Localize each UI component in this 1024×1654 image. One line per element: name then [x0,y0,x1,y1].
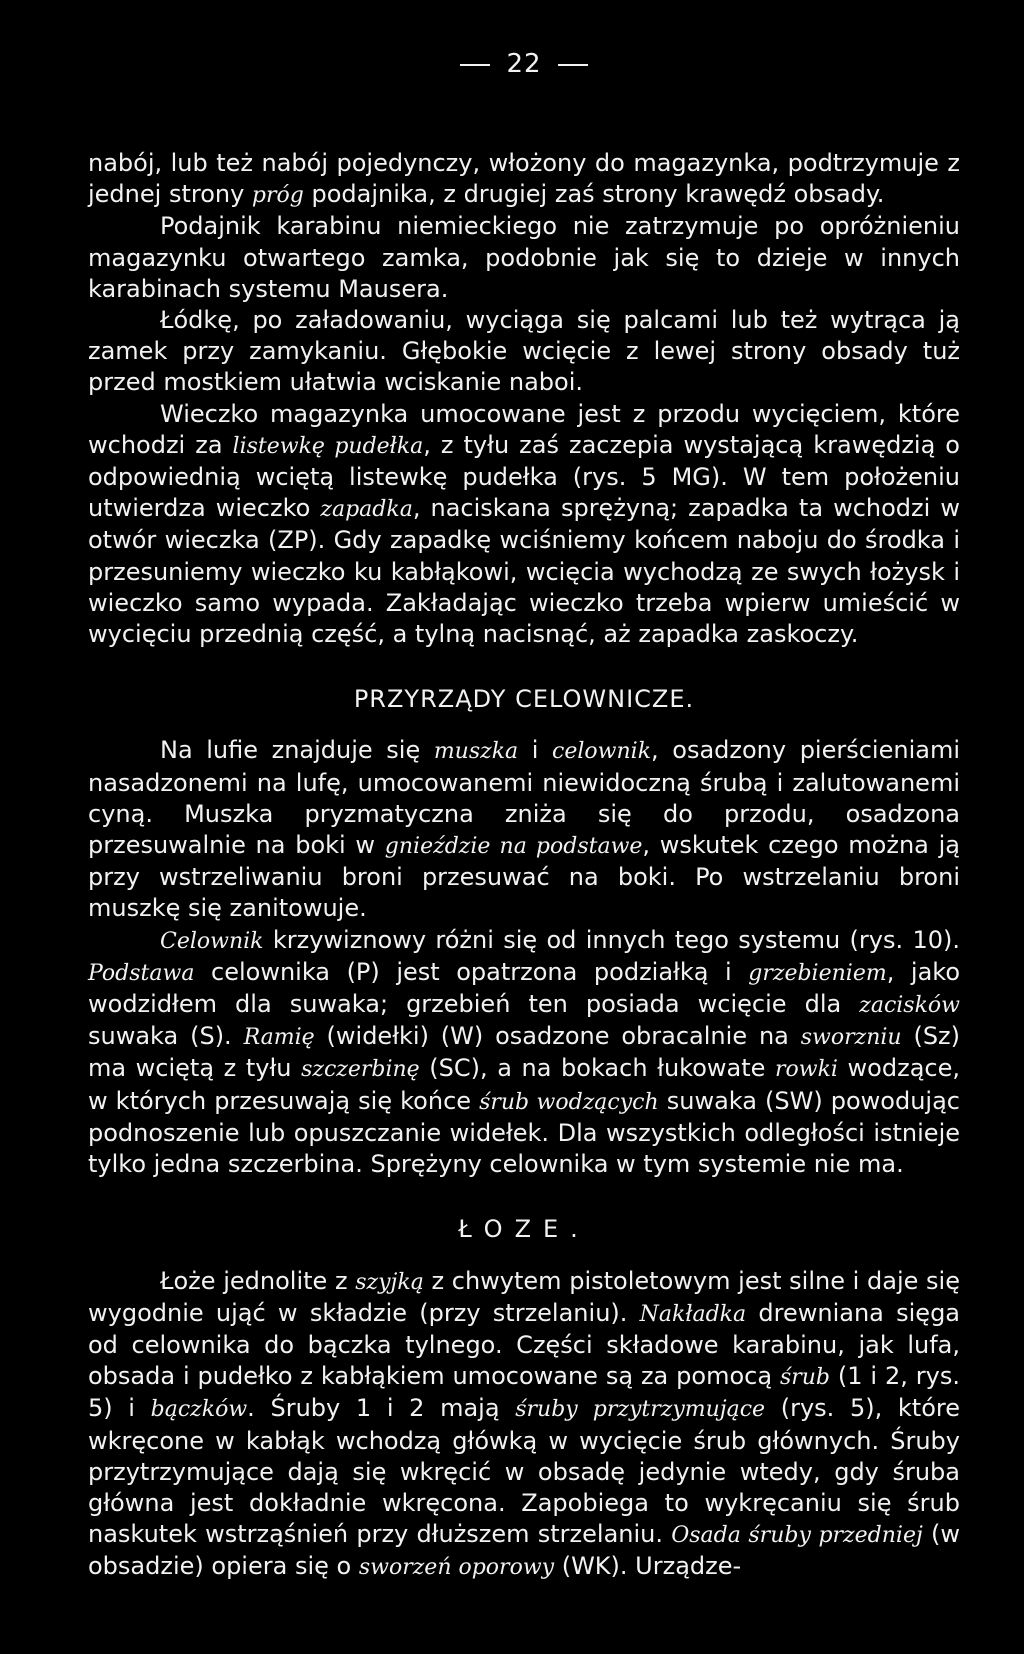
text-run: , wskutek czego można ją przy wstrzeliwaniu broni przesuwać na boki. Po wstrzelaniu broni muszkę się zanitowuje. [88,831,960,923]
italic-term: śrub wodzących [479,1089,659,1115]
text-run: wodzące, w których przesuwają się końce [88,1054,960,1115]
section-sights [88,735,960,1180]
italic-term: Ramię [243,1025,315,1051]
page-number-dash-left [460,64,490,66]
text-run: (widełki) (W) osadzone obracalnie na [314,1022,801,1051]
text-run: nabój, lub też nabój pojedynczy, włożony do magazynka, podtrzymuje z jednej strony [88,149,960,209]
text-run: Na lufie znajduje się [160,736,434,765]
page-number-value: 22 [506,49,542,79]
italic-term: Nakładka [639,1301,747,1327]
paragraph [88,305,960,399]
paragraph [88,735,960,924]
text-run: , z tyłu zaś zaczepia wystającą krawędzią o odpowiednią wciętą listewkę pudełka (rys. 5 MG). W tem położeniu utwierdza wieczko [88,430,960,523]
text-run: (w obsadzie) opiera się o [88,1520,960,1581]
text-run: Wieczko magazynka umocowane jest z przodu wycięciem, które wchodzi za [88,399,960,459]
italic-term: próg [251,183,304,209]
text-run: Łoże jednolite z [160,1266,356,1295]
text-run: Łódkę, po załadowaniu, wyciąga się palcami lub też wytrąca ją zamek przy zamykaniu. Głębokie wcięcie z lewej strony obsady tuż przed mostkiem ułatwia wciskanie naboi. [88,306,960,397]
text-run: i [518,736,553,765]
heading-sights: PRZYRZĄDY CELOWNICZE. [353,685,695,714]
italic-term: szyjką [355,1269,424,1295]
italic-term: rowki [775,1057,838,1083]
italic-term: śrub [779,1365,830,1391]
italic-term: zacisków [859,993,960,1019]
text-run: podajnika, z drugiej zaś strony krawędź obsady. [303,180,885,209]
italic-term: śruby przytrzymujące [515,1397,766,1423]
text-run: celownika (P) jest opatrzona podziałką i [194,957,749,986]
italic-term: zapadka [320,497,413,523]
italic-term: Celownik [160,928,264,954]
section-stock [88,1266,960,1584]
italic-term: Podstawa [88,960,195,986]
text-run: (rys. 5), które wkręcone w kabłąk wchodzą główką w wycięcie śrub głównych. Śruby przytrzymujące dają się wkręcić w obsadę jedynie wtedy, gdy śruba główna jest dokładnie wkręcona. Zapobiega to wykręcaniu się śrub naskutek wstrząśnień przy dłuższem strzelaniu. [88,1394,960,1549]
italic-term: Osada śruby przedniej [671,1523,923,1549]
text-run: (1 i 2, rys. 5) i [88,1362,960,1423]
text-run: (SC), a na bokach łukowate [419,1054,775,1083]
italic-term: bączków [150,1397,248,1423]
section-top [88,148,960,650]
text-run: , naciskana sprężyną; zapadka ta wchodzi w otwór wieczka (ZP). Gdy zapadkę wciśniemy końcem naboju do środka i przesuniemy wieczko ku kabłąkowi, wcięcia wychodzą ze swych łożysk i wieczko samo wypada. Zakładając wieczko trzeba wpierw umieścić w wycięciu przednią część, a tylną nacisnąć, aż zapadka zaskoczy. [88,494,960,649]
italic-term: listewkę pudełka [232,433,424,459]
italic-term: gnieździe na podstawe [384,834,643,860]
paragraph [88,211,960,305]
italic-term: sworzeń oporowy [358,1555,555,1581]
text-run: , jako wodzidłem dla suwaka; grzebień ten posiada wcięcie dla [88,957,960,1019]
italic-term: celownik [552,739,652,765]
paragraph [88,925,960,1181]
italic-term: sworzniu [800,1025,902,1051]
text-run: Podajnik karabinu niemieckiego nie zatrzymuje po opróżnieniu magazynku otwartego zamka, podobnie jak się to dzieje w innych karabinach systemu Mausera. [88,212,960,303]
page-number [88,40,960,88]
text-run: . Śruby 1 i 2 mają [247,1394,516,1423]
text-run: krzywiznowy różni się od innych tego systemu (rys. 10). [263,925,960,954]
italic-term: muszka [433,739,519,765]
text-run: (Sz) ma wciętą z tyłu [88,1022,961,1083]
text-run: suwaka (SW) powodując podnoszenie lub opuszczanie widełek. Dla wszystkich odległości istnieje tylko jedna szczerbina. Sprężyny celownika w tym systemie nie ma. [88,1086,960,1179]
page-number-dash-right [558,64,588,66]
paragraph [88,1266,960,1584]
text-run: drewniana sięga od celownika do bączka tylnego. Części składowe karabinu, jak lufa, obsada i pudełko z kabłąkiem umocowane są za pomocą [88,1298,961,1391]
text-run: suwaka (S). [88,1022,244,1051]
italic-term: szczerbinę [301,1057,420,1083]
italic-term: grzebieniem [748,960,887,986]
paragraph [88,148,960,211]
heading-stock: ŁOZE. [458,1215,590,1244]
text-run: (WK). Urządze- [554,1552,742,1581]
paragraph [88,399,960,651]
text-run: , osadzony pierścieniami nasadzonemi na lufę, umocowanemi niewidoczną śrubą i zalutowanemi cyną. Muszka pryzmatyczna zniża się do przodu, osadzona przesuwalnie na boki w [88,736,960,860]
text-run: z chwytem pistoletowym jest silne i daje się wygodnie ująć w składzie (przy strzelaniu). [88,1266,960,1327]
